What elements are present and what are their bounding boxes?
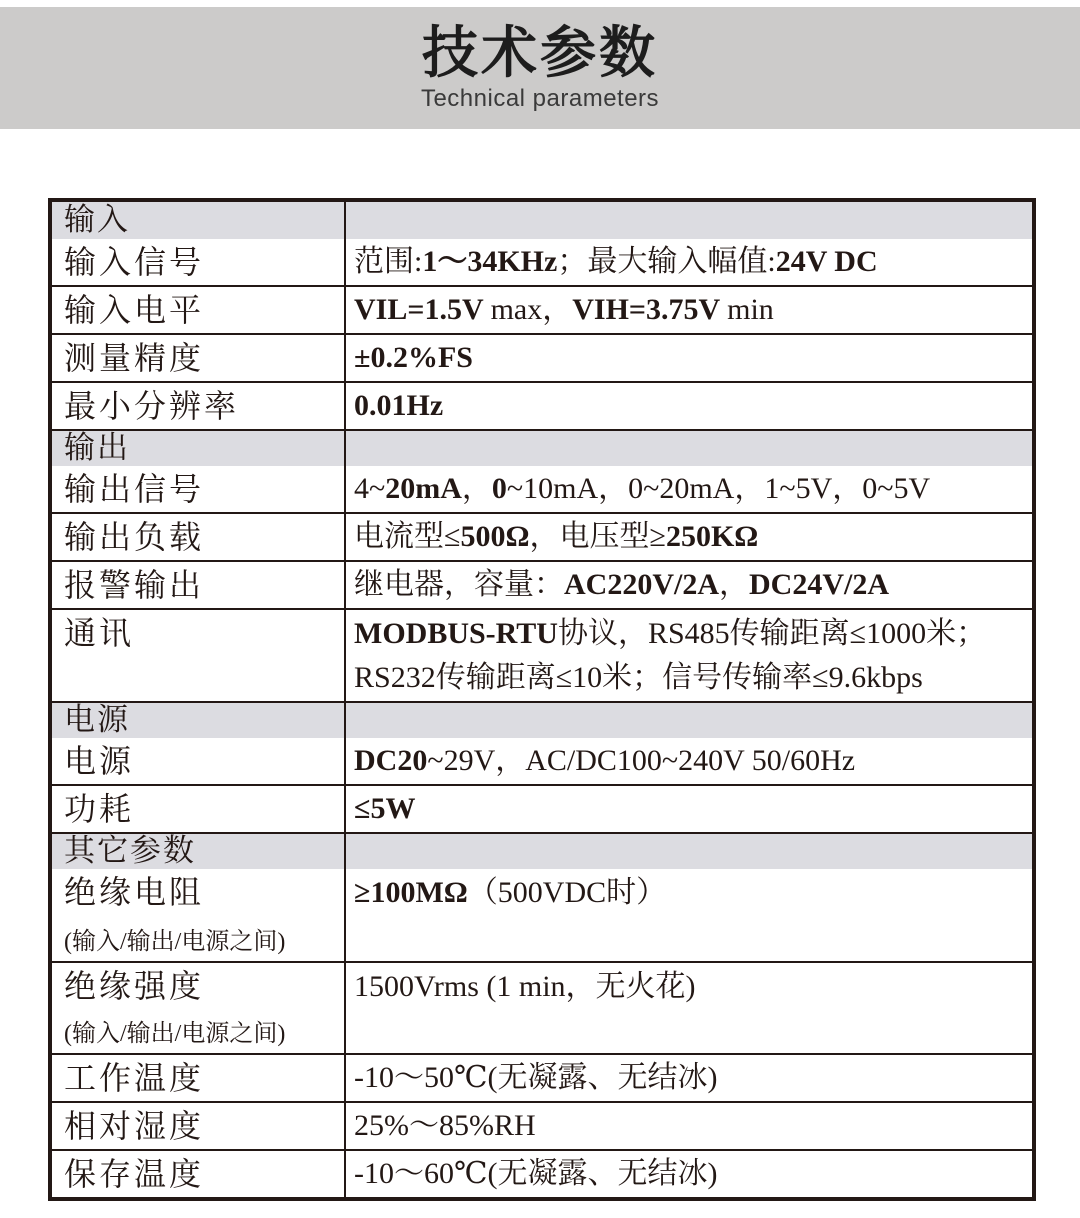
param-value-line [354,965,1030,1009]
table-row [52,1053,1032,1101]
param-label: 输入 [64,202,130,238]
value-segment: 500Ω [460,520,530,553]
page-title: 技术参数 [422,20,658,84]
table-row [52,560,1032,608]
table-row [52,784,1032,832]
param-value-cell [346,834,1032,869]
param-value-cell [346,202,1032,239]
param-value-line [354,336,1030,380]
param-label-cell [52,738,346,784]
param-value-cell [346,514,1032,560]
param-label: 工作温度 [64,1060,205,1096]
value-segment: ；最大输入幅值: [557,245,776,278]
table-row [52,738,1032,784]
value-segment: -10～60℃(无凝露、无结冰) [354,1157,718,1190]
value-segment: 范围: [354,245,423,278]
param-label-cell [52,834,346,869]
value-segment: DC24V/2A [749,568,889,601]
param-label: 绝缘电阻 [64,874,205,910]
table-row [52,333,1032,381]
param-label-cell [52,383,346,429]
param-value-line [354,787,1030,831]
value-segment: ≥100MΩ [354,876,468,909]
table-row [52,608,1032,701]
param-label-note: (输入/输出/电源之间) [64,1020,286,1047]
param-value-cell [346,335,1032,381]
param-value-line [354,1056,1030,1100]
section-row [52,832,1032,869]
value-segment: 1500Vrms (1 min，无火花) [354,970,696,1003]
param-value-line [354,656,1030,700]
value-segment: max [490,293,543,326]
param-label-cell [52,239,346,285]
value-segment: RS232传输距离≤10米；信号传输率≤9.6kbps [354,661,923,694]
value-segment: 0.01Hz [354,389,444,422]
param-value-cell [346,287,1032,333]
param-value-cell [346,562,1032,608]
value-segment: MODBUS-RTU [354,617,558,650]
table-row [52,512,1032,560]
value-segment: 20mA [385,472,462,505]
title-band [0,7,1080,129]
value-segment: ， [719,568,749,601]
param-value-cell [346,1103,1032,1149]
section-row [52,202,1032,239]
param-label: 输入电平 [64,292,205,328]
param-value-cell [346,610,1032,701]
param-value-cell [346,1151,1032,1197]
table-row [52,381,1032,429]
param-value-cell [346,703,1032,738]
param-label: 通讯 [64,615,135,651]
param-label-cell [52,562,346,608]
table-row [52,1101,1032,1149]
value-segment: 0 [491,472,507,505]
value-segment: min [727,293,774,326]
param-value-line [354,288,1030,332]
param-value-cell [346,466,1032,512]
value-segment: 电流型≤ [354,520,461,553]
param-label-cell [52,466,346,512]
value-segment: 250KΩ [665,520,759,553]
param-value-line [354,384,1030,428]
param-label-cell [52,1103,346,1149]
page-subtitle: Technical parameters [420,84,660,112]
value-segment: -10～50℃(无凝露、无结冰) [354,1061,718,1094]
param-value-line [354,1104,1030,1148]
param-value-line [354,739,1030,783]
section-row [52,429,1032,466]
value-segment: DC20 [354,744,428,777]
param-label: 输出 [64,431,130,466]
param-label-cell [52,287,346,333]
param-label-cell [52,431,346,466]
param-label-cell [52,786,346,832]
param-label: 输入信号 [64,244,205,280]
param-value-line [354,467,1030,511]
param-value-line [354,563,1030,607]
param-value-line [354,515,1030,559]
param-value-cell [346,869,1032,961]
param-label: 功耗 [64,791,135,827]
value-segment: ， [461,472,492,505]
table-row [52,239,1032,285]
value-segment: 1～34KHz [422,245,558,278]
section-row [52,701,1032,738]
value-segment: VIH=3.75V [572,293,728,326]
value-segment: ~29V，AC/DC100~240V 50/60Hz [427,744,856,777]
value-segment: 继电器，容量： [354,568,564,601]
spec-table [48,198,1036,1201]
value-segment: ±0.2%FS [354,341,473,374]
param-value-line [354,612,1030,656]
value-segment: 4~ [354,472,386,505]
table-row [52,961,1032,1053]
param-label: 电源 [64,743,135,779]
param-label-cell [52,963,346,1053]
param-label-cell [52,1055,346,1101]
param-label: 输出负载 [64,519,205,555]
value-segment: 协议，RS485传输距离≤1000米； [557,617,987,650]
param-label: 相对湿度 [64,1108,205,1144]
param-label: 报警输出 [64,567,205,603]
param-label-cell [52,610,346,701]
param-value-line [354,871,1030,915]
param-label-note: (输入/输出/电源之间) [64,928,286,955]
param-value-line [354,1152,1030,1196]
param-label-cell [52,514,346,560]
value-segment: ， [542,293,573,326]
value-segment: ，电压型≥ [529,520,666,553]
param-value-line [354,240,1030,284]
param-label-cell [52,202,346,239]
value-segment: ~10mA，0~20mA，1~5V，0~5V [506,472,931,505]
param-label: 绝缘强度 [64,968,205,1004]
value-segment: 25%～85%RH [354,1109,536,1142]
param-value-cell [346,1055,1032,1101]
value-segment: 24V DC [775,245,878,278]
table-row [52,466,1032,512]
param-label-cell [52,869,346,961]
param-label-cell [52,1151,346,1197]
param-value-cell [346,383,1032,429]
param-label: 其它参数 [64,834,196,869]
table-row [52,285,1032,333]
value-segment: VIL=1.5V [354,293,491,326]
table-row [52,869,1032,961]
param-label: 测量精度 [64,340,205,376]
param-label-cell [52,703,346,738]
param-label: 最小分辨率 [64,388,240,424]
param-value-cell [346,963,1032,1053]
param-label: 输出信号 [64,471,205,507]
param-label-cell [52,335,346,381]
param-value-cell [346,786,1032,832]
param-label: 电源 [64,703,130,738]
param-value-cell [346,239,1032,285]
table-row [52,1149,1032,1197]
value-segment: AC220V/2A [564,568,719,601]
param-value-cell [346,431,1032,466]
value-segment: ≤5W [354,792,416,825]
param-value-cell [346,738,1032,784]
param-label: 保存温度 [64,1156,205,1192]
value-segment: （500VDC时） [467,876,667,909]
